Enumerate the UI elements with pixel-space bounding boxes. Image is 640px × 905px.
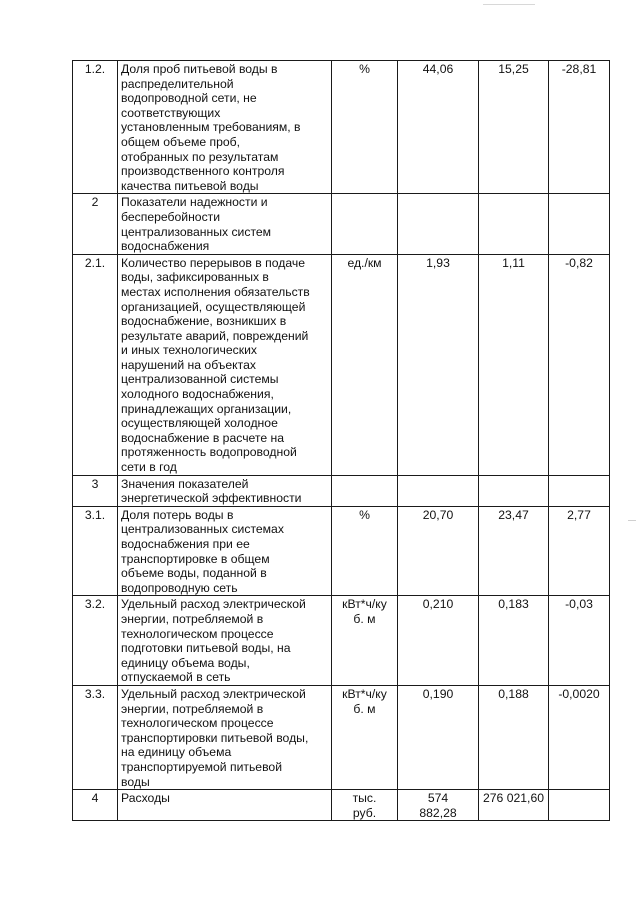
row-number-cell [73, 254, 118, 475]
indicator-line: нарушений на объектах [121, 357, 256, 372]
indicators-table [72, 60, 610, 821]
scan-artifact-mark [628, 520, 636, 521]
indicator-line: транспортируемой питьевой [121, 759, 283, 774]
indicator-line: единицу объема воды, [121, 655, 250, 670]
unit-line: кВт*ч/ку [342, 597, 387, 612]
unit-line: тыс. [352, 791, 377, 806]
value-base-cell [398, 790, 479, 821]
indicator-line: водоснабжения при ее [121, 537, 250, 551]
value-current-cell [479, 61, 549, 194]
indicator-line: Показатели надежности и [121, 195, 268, 210]
value-current-cell [479, 596, 549, 686]
indicator-line: транспортировки питьевой воды, [121, 730, 309, 745]
indicator-line: общем объеме проб, [121, 134, 241, 149]
indicator-line: Расходы [121, 791, 170, 806]
indicator-line: Доля потерь воды в [121, 507, 234, 522]
difference-cell [549, 596, 610, 686]
unit-cell [332, 685, 398, 789]
scan-artifact-line [483, 4, 535, 5]
indicator-line: Значения показателей [121, 476, 249, 491]
row-number-text: 3.2. [84, 597, 106, 612]
indicator-line: соответствующих [121, 105, 221, 120]
indicator-line: установленным требованиям, в [121, 120, 301, 135]
value-base-line: 44,06 [422, 62, 454, 76]
value-current-line: 0,183 [498, 597, 529, 612]
table-row [73, 61, 610, 194]
table-row [73, 254, 610, 475]
row-number-text: 2.1. [84, 255, 106, 270]
value-base-cell [398, 194, 479, 254]
indicator-line: технологическом процессе [121, 716, 274, 731]
indicator-cell [118, 254, 332, 475]
row-number-text: 1.2. [84, 62, 106, 76]
difference-cell [549, 61, 610, 194]
indicator-line: организацией, осуществляющей [121, 299, 306, 314]
indicator-line: производственного контроля [121, 164, 285, 179]
value-current-cell [479, 475, 549, 506]
value-base-line: 0,190 [422, 686, 454, 701]
indicator-line: воды [121, 774, 150, 789]
unit-line: ед./км [347, 255, 382, 270]
value-base-line: 882,28 [419, 805, 457, 820]
indicator-line: энергии, потребляемой в [121, 611, 264, 626]
table-row [73, 685, 610, 789]
row-number-cell [73, 506, 118, 596]
value-base-line: 20,70 [422, 507, 454, 522]
value-current-cell [479, 790, 549, 821]
indicator-line: Доля проб питьевой воды в [121, 62, 278, 76]
unit-cell [332, 254, 398, 475]
difference-line: -28,81 [561, 62, 597, 76]
indicator-cell [118, 475, 332, 506]
indicator-line: водоснабжение в расчете на [121, 430, 285, 445]
unit-cell [332, 194, 398, 254]
indicator-line: водоснабжения [121, 239, 210, 254]
indicator-line: водопроводной сети, не [121, 91, 257, 106]
indicator-line: централизованных системах [121, 522, 284, 537]
row-number-cell [73, 790, 118, 821]
unit-line: кВт*ч/ку [342, 686, 387, 701]
unit-cell [332, 596, 398, 686]
value-current-line: 15,25 [498, 62, 529, 76]
value-base-cell [398, 596, 479, 686]
indicator-cell [118, 685, 332, 789]
difference-cell [549, 506, 610, 596]
unit-cell [332, 61, 398, 194]
table-row [73, 506, 610, 596]
indicator-line: водопроводную сеть [121, 580, 238, 595]
value-current-cell [479, 685, 549, 789]
indicator-line: распределительной [121, 76, 234, 91]
value-current-cell [479, 194, 549, 254]
indicator-line: результате аварий, повреждений [121, 328, 309, 343]
indicator-line: транспортировке в общем [121, 551, 270, 566]
indicator-line: централизованных систем [121, 224, 272, 239]
difference-line: 2,77 [567, 507, 591, 522]
row-number-cell [73, 194, 118, 254]
indicator-line: воды, зафиксированных в [121, 270, 269, 285]
row-number-text: 3.1. [84, 507, 106, 522]
value-base-cell [398, 506, 479, 596]
indicator-line: водоснабжение, возникших в [121, 314, 287, 329]
table-row [73, 790, 610, 821]
indicator-line: технологическом процессе [121, 626, 274, 641]
difference-cell [549, 254, 610, 475]
indicator-cell [118, 790, 332, 821]
indicator-line: качества питьевой воды [121, 178, 259, 193]
value-current-cell [479, 506, 549, 596]
value-current-line: 0,188 [498, 686, 529, 701]
value-base-line: 0,210 [422, 597, 454, 612]
difference-cell [549, 194, 610, 254]
table-row [73, 194, 610, 254]
indicator-line: протяженность водопроводной [121, 445, 297, 460]
row-number-text: 3.3. [84, 686, 106, 701]
unit-cell [332, 790, 398, 821]
unit-line: б. м [353, 611, 376, 626]
unit-cell [332, 506, 398, 596]
row-number-text: 3 [91, 476, 99, 491]
indicator-line: принадлежащих организации, [121, 401, 292, 416]
indicator-line: подготовки питьевой воды, на [121, 641, 291, 656]
unit-line: б. м [353, 701, 376, 716]
indicator-line: местах исполнения обязательств [121, 284, 310, 299]
indicator-cell [118, 61, 332, 194]
unit-line: % [359, 507, 370, 522]
indicator-cell [118, 596, 332, 686]
indicator-line: осуществляющей холодное [121, 416, 278, 431]
difference-cell [549, 685, 610, 789]
indicator-line: сети в год [121, 460, 177, 475]
value-base-line: 1,93 [426, 255, 450, 270]
value-current-cell [479, 254, 549, 475]
indicator-line: Удельный расход электрической [121, 686, 306, 701]
row-number-text: 2 [91, 195, 99, 210]
unit-line: руб. [352, 805, 377, 820]
row-number-cell [73, 61, 118, 194]
indicator-cell [118, 506, 332, 596]
indicator-line: на единицу объема [121, 745, 232, 760]
indicator-line: Удельный расход электрической [121, 597, 306, 612]
unit-line: % [359, 62, 370, 76]
row-number-cell [73, 475, 118, 506]
value-base-cell [398, 61, 479, 194]
row-number-cell [73, 596, 118, 686]
indicators-table-body [73, 61, 610, 821]
value-base-cell [398, 475, 479, 506]
value-base-cell [398, 685, 479, 789]
row-number-text: 4 [91, 791, 99, 806]
indicator-line: отпускаемой в сеть [121, 670, 231, 685]
difference-cell [549, 475, 610, 506]
value-current-line: 1,11 [502, 255, 525, 270]
difference-cell [549, 790, 610, 821]
indicator-line: Количество перерывов в подаче [121, 255, 306, 270]
value-base-line: 574 [427, 791, 449, 806]
difference-line: -0,03 [565, 597, 593, 612]
indicator-line: энергетической эффективности [121, 491, 302, 506]
indicator-line: бесперебойности [121, 209, 221, 224]
difference-line: -0,82 [565, 255, 593, 270]
difference-line: -0,0020 [558, 686, 600, 701]
table-row [73, 596, 610, 686]
indicator-line: отобранных по результатам [121, 149, 279, 164]
indicator-line: и иных технологических [121, 343, 257, 358]
indicator-line: энергии, потребляемой в [121, 701, 264, 716]
table-row [73, 475, 610, 506]
indicator-line: холодного водоснабжения, [121, 387, 274, 402]
unit-cell [332, 475, 398, 506]
indicator-cell [118, 194, 332, 254]
value-base-cell [398, 254, 479, 475]
value-current-line: 23,47 [498, 507, 529, 522]
value-current-line: 276 021,60 [483, 791, 544, 806]
indicator-line: централизованной системы [121, 372, 279, 387]
row-number-cell [73, 685, 118, 789]
indicator-line: объеме воды, поданной в [121, 566, 267, 581]
